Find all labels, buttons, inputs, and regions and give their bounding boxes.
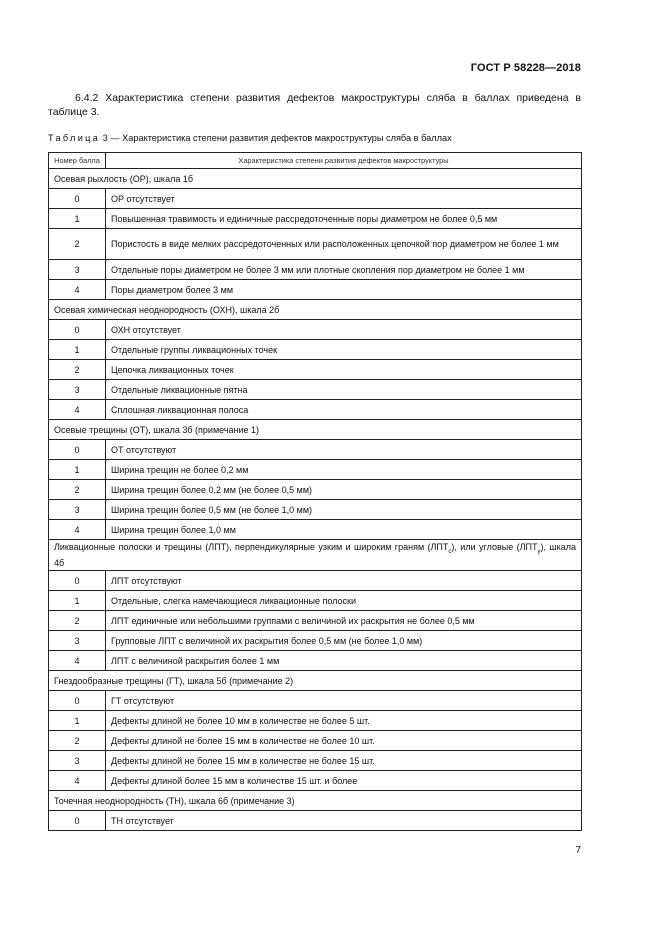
description-cell: ЛПТ отсутствуют [106, 571, 582, 591]
clause-number: 6.4.2 [75, 92, 99, 104]
section-row [49, 791, 582, 811]
caption-prefix: Таблица [48, 133, 101, 143]
table-row [49, 340, 582, 360]
table-row [49, 751, 582, 771]
section-title: Точечная неоднородность (ТН), шкала 6б (примечание 3) [49, 791, 582, 811]
table-row [49, 691, 582, 711]
table-row [49, 731, 582, 751]
header-score: Номер балла [49, 153, 106, 169]
caption-dash: — [110, 133, 120, 143]
page-number: 7 [575, 845, 581, 856]
section-title: Осевая рыхлость (ОР), шкала 1б [49, 169, 582, 189]
score-cell: 4 [49, 651, 106, 671]
header-description: Характеристика степени развития дефектов макроструктуры [106, 153, 582, 169]
description-cell: Отдельные группы ликвационных точек [106, 340, 582, 360]
section-title: Осевая химическая неоднородность (ОХН), шкала 2б [49, 300, 582, 320]
description-cell: Цепочка ликвационных точек [106, 360, 582, 380]
description-cell: Ширина трещин более 1,0 мм [106, 520, 582, 540]
description-cell: Пористость в виде мелких рассредоточенных или расположенных цепочкой пор диаметром не более 1 мм [106, 229, 582, 260]
description-cell: ОР отсутствует [106, 189, 582, 209]
score-cell: 2 [49, 360, 106, 380]
score-cell: 0 [49, 811, 106, 831]
score-cell: 3 [49, 751, 106, 771]
score-cell: 3 [49, 500, 106, 520]
score-cell: 3 [49, 631, 106, 651]
table-row [49, 611, 582, 631]
score-cell: 1 [49, 711, 106, 731]
score-cell: 2 [49, 611, 106, 631]
table-row [49, 189, 582, 209]
score-cell: 0 [49, 320, 106, 340]
score-cell: 0 [49, 571, 106, 591]
table-row [49, 209, 582, 229]
table-row [49, 440, 582, 460]
description-cell: Дефекты длиной не более 10 мм в количестве не более 5 шт. [106, 711, 582, 731]
table-row [49, 260, 582, 280]
description-cell: Отдельные поры диаметром не более 3 мм или плотные скопления пор диаметром не более 1 мм [106, 260, 582, 280]
table-row [49, 460, 582, 480]
description-cell: ЛПТ с величиной раскрытия более 1 мм [106, 651, 582, 671]
table-row [49, 811, 582, 831]
score-cell: 1 [49, 591, 106, 611]
score-cell: 2 [49, 731, 106, 751]
description-cell: Сплошная ликвационная полоса [106, 400, 582, 420]
score-cell: 4 [49, 280, 106, 300]
table-row [49, 229, 582, 260]
section-title-part: Ликвационные полоски и трещины (ЛПТ), перпендикулярные узким и широким граням (ЛПТ [54, 541, 449, 552]
section-row [49, 169, 582, 189]
table-row [49, 480, 582, 500]
score-cell: 0 [49, 691, 106, 711]
score-cell: 0 [49, 440, 106, 460]
table-caption [48, 133, 588, 143]
table-row [49, 280, 582, 300]
description-cell: Ширина трещин более 0,5 мм (не более 1,0 мм) [106, 500, 582, 520]
defects-table [48, 152, 582, 831]
score-cell: 4 [49, 520, 106, 540]
description-cell: ОТ отсутствуют [106, 440, 582, 460]
score-cell: 2 [49, 480, 106, 500]
description-cell: Дефекты длиной не более 15 мм в количестве не более 10 шт. [106, 731, 582, 751]
description-cell: Отдельные, слегка намечающиеся ликвационные полоски [106, 591, 582, 611]
table-row [49, 591, 582, 611]
intro-paragraph [48, 92, 581, 119]
description-cell: Поры диаметром более 3 мм [106, 280, 582, 300]
description-cell: Дефекты длиной не более 15 мм в количестве не более 15 шт. [106, 751, 582, 771]
description-cell: Повышенная травимость и единичные рассредоточенные поры диаметром не более 0,5 мм [106, 209, 582, 229]
section-title-part: ), или угловые (ЛПТ [451, 541, 538, 552]
score-cell: 1 [49, 460, 106, 480]
description-cell: ГТ отсутствуют [106, 691, 582, 711]
caption-title: Характеристика степени развития дефектов макроструктуры сляба в баллах [122, 133, 452, 143]
score-cell: 4 [49, 400, 106, 420]
section-title-part: ), шкала 4б [54, 541, 576, 569]
table-row [49, 711, 582, 731]
table-row [49, 380, 582, 400]
section-row [49, 420, 582, 440]
section-row [49, 671, 582, 691]
table-row [49, 360, 582, 380]
table-header-row [49, 153, 582, 169]
score-cell: 3 [49, 380, 106, 400]
description-cell: Групповые ЛПТ с величиной их раскрытия более 0,5 мм (не более 1,0 мм) [106, 631, 582, 651]
description-cell: ТН отсутствует [106, 811, 582, 831]
description-cell: ОХН отсутствует [106, 320, 582, 340]
section-title-subscript: у [537, 548, 541, 555]
clause-text: Характеристика степени развития дефектов макроструктуры сляба в баллах приведена в таблице 3. [48, 92, 581, 118]
table-row [49, 520, 582, 540]
table-row [49, 571, 582, 591]
table-row [49, 500, 582, 520]
table-row [49, 320, 582, 340]
caption-number: 3 [102, 133, 108, 143]
section-title: Гнездообразные трещины (ГТ), шкала 5б (примечание 2) [49, 671, 582, 691]
table-row [49, 400, 582, 420]
description-cell: Ширина трещин более 0,2 мм (не более 0,5 мм) [106, 480, 582, 500]
description-cell: Отдельные ликвационные пятна [106, 380, 582, 400]
description-cell: Дефекты длиной более 15 мм в количестве 15 шт. и более [106, 771, 582, 791]
score-cell: 0 [49, 189, 106, 209]
score-cell: 2 [49, 229, 106, 260]
score-cell: 1 [49, 209, 106, 229]
section-title: Осевые трещины (ОТ), шкала 3б (примечание 1) [49, 420, 582, 440]
score-cell: 3 [49, 260, 106, 280]
section-row [49, 300, 582, 320]
section-title-subscript: с [448, 548, 452, 555]
score-cell: 1 [49, 340, 106, 360]
table-row [49, 771, 582, 791]
table-row [49, 651, 582, 671]
table-row [49, 631, 582, 651]
document-code: ГОСТ Р 58228—2018 [470, 62, 581, 74]
score-cell: 4 [49, 771, 106, 791]
section-row [49, 540, 582, 571]
description-cell: ЛПТ единичные или небольшими группами с величиной их раскрытия не более 0,5 мм [106, 611, 582, 631]
section-title [49, 540, 582, 571]
description-cell: Ширина трещин не более 0,2 мм [106, 460, 582, 480]
